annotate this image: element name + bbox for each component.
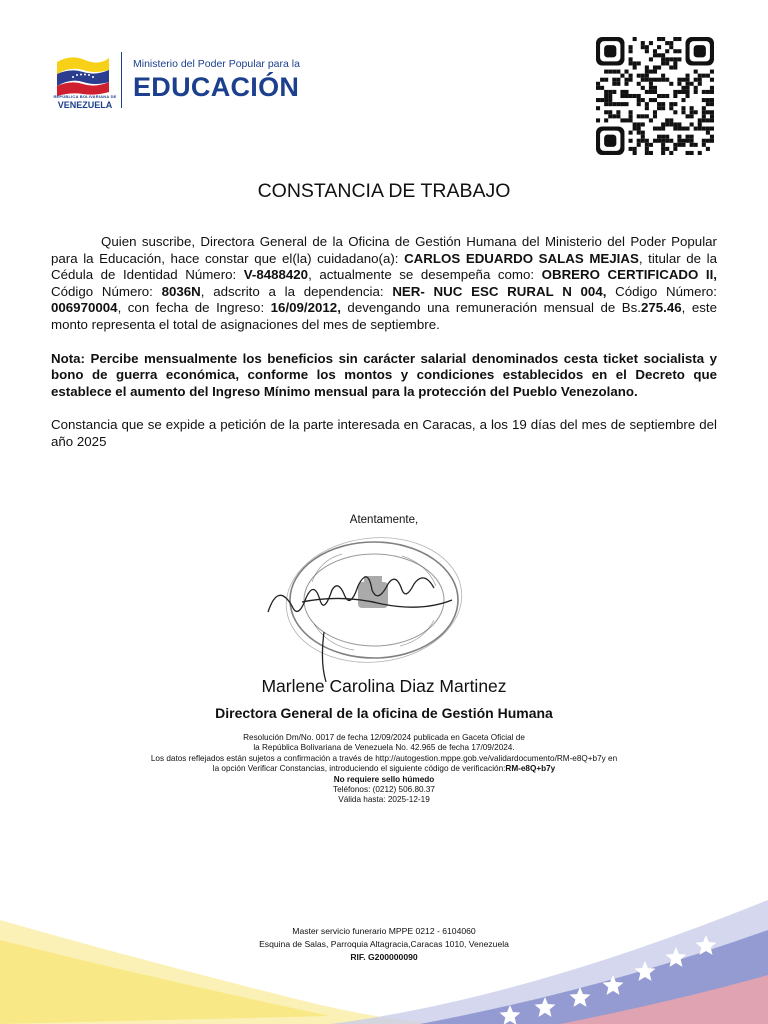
highlighted-value: V-8488420 <box>243 267 309 283</box>
footer-address-line: Esquina de Salas, Parroquia Altagracia,Caracas 1010, Venezuela <box>259 939 509 949</box>
paragraph-text: , adscrito a la dependencia: <box>200 283 393 299</box>
highlighted-value: OBRERO CERTIFICADO II, <box>541 267 717 283</box>
highlighted-value: 8036N <box>161 283 201 299</box>
paragraph-text: , con fecha de Ingreso: <box>117 300 271 316</box>
verification-info <box>0 733 768 806</box>
seal-note: No requiere sello húmedo <box>333 774 435 784</box>
official-seal-icon <box>262 532 478 687</box>
paragraph-text: Código Número: <box>51 283 162 299</box>
resolution-line: Resolución Dm/No. 0017 de fecha 12/09/2024 publicada en Gaceta Oficial de <box>243 733 525 742</box>
country-label: VENEZUELA <box>57 100 113 110</box>
valid-until-line: Válida hasta: 2025-12-19 <box>338 795 430 805</box>
signer-name: Marlene Carolina Diaz Martinez <box>261 676 507 696</box>
republic-label: REPÚBLICA BOLIVARIANA DE <box>53 94 117 99</box>
highlighted-value: CARLOS EDUARDO SALAS MEJIAS <box>404 250 639 266</box>
highlighted-value: NER- NUC ESC RURAL N 004, <box>392 283 607 299</box>
paragraph-text: , actualmente se desempeña como: <box>308 267 542 283</box>
ministry-label: Ministerio del Poder Popular para la <box>133 58 300 70</box>
phone-line: Teléfonos: (0212) 506.80.37 <box>333 785 435 795</box>
benefits-note: Nota: Percibe mensualmente los beneficios sin carácter salarial denominados cesta ticket socialista y bono de guerra económica, conforme los montos y condiciones establecidos en el Decreto que establece el aumento del Ingreso Mínimo mensual para la protección del Pueblo Venezolano. <box>51 350 717 399</box>
verification-code-prefix: la opción Verificar Constancias, introduciendo el siguiente código de verificación: <box>212 764 506 774</box>
highlighted-value: 006970004 <box>51 300 118 316</box>
signer-position: Directora General de la oficina de Gestión Humana <box>215 705 553 721</box>
footer-service-line: Master servicio funerario MPPE 0212 - 6104060 <box>292 926 476 936</box>
highlighted-value: 275.46 <box>640 300 682 316</box>
employment-paragraph <box>51 234 717 334</box>
verification-code: RM-e8Q+b7y <box>505 764 556 774</box>
document-title: CONSTANCIA DE TRABAJO <box>257 180 511 202</box>
verification-url-line: Los datos reflejados están sujetos a confirmación a través de http://autogestion.mppe.gob.ve/validardocumento/RM-e8Q+b7y en <box>150 753 618 763</box>
paragraph-text: Quien suscribe, Directora General de la Oficina de Gestión Humana del Ministerio del Poder Popular para la Educación, hace constar que el(la) cuidadano(a): <box>51 234 717 266</box>
education-label: EDUCACIÓN <box>133 72 300 102</box>
footer <box>0 925 768 964</box>
paragraph-text: , titular de la Cédula de Identidad Número: <box>51 250 717 283</box>
paragraph-text: , este monto representa el total de asignaciones del mes de septiembre. <box>51 300 718 332</box>
footer-rif-line: RIF. G200000090 <box>350 952 418 962</box>
gazette-line: la República Bolivariana de Venezuela No. 42.965 de fecha 17/09/2024. <box>253 743 515 753</box>
paragraph-text: Código Número: <box>606 283 717 299</box>
logo-divider <box>121 52 122 108</box>
issuance-paragraph: Constancia que se expide a petición de la parte interesada en Caracas, a los 19 días del mes de septiembre del año 2025 <box>51 417 717 449</box>
venezuela-flag-icon <box>55 52 111 100</box>
highlighted-value: 16/09/2012, <box>270 300 341 316</box>
paragraph-text: devengando una remuneración mensual de Bs. <box>340 300 641 316</box>
document-body <box>51 234 717 451</box>
verification-code-line <box>0 764 768 774</box>
closing-text: Atentamente, <box>349 514 419 526</box>
qr-code-icon <box>596 36 714 156</box>
